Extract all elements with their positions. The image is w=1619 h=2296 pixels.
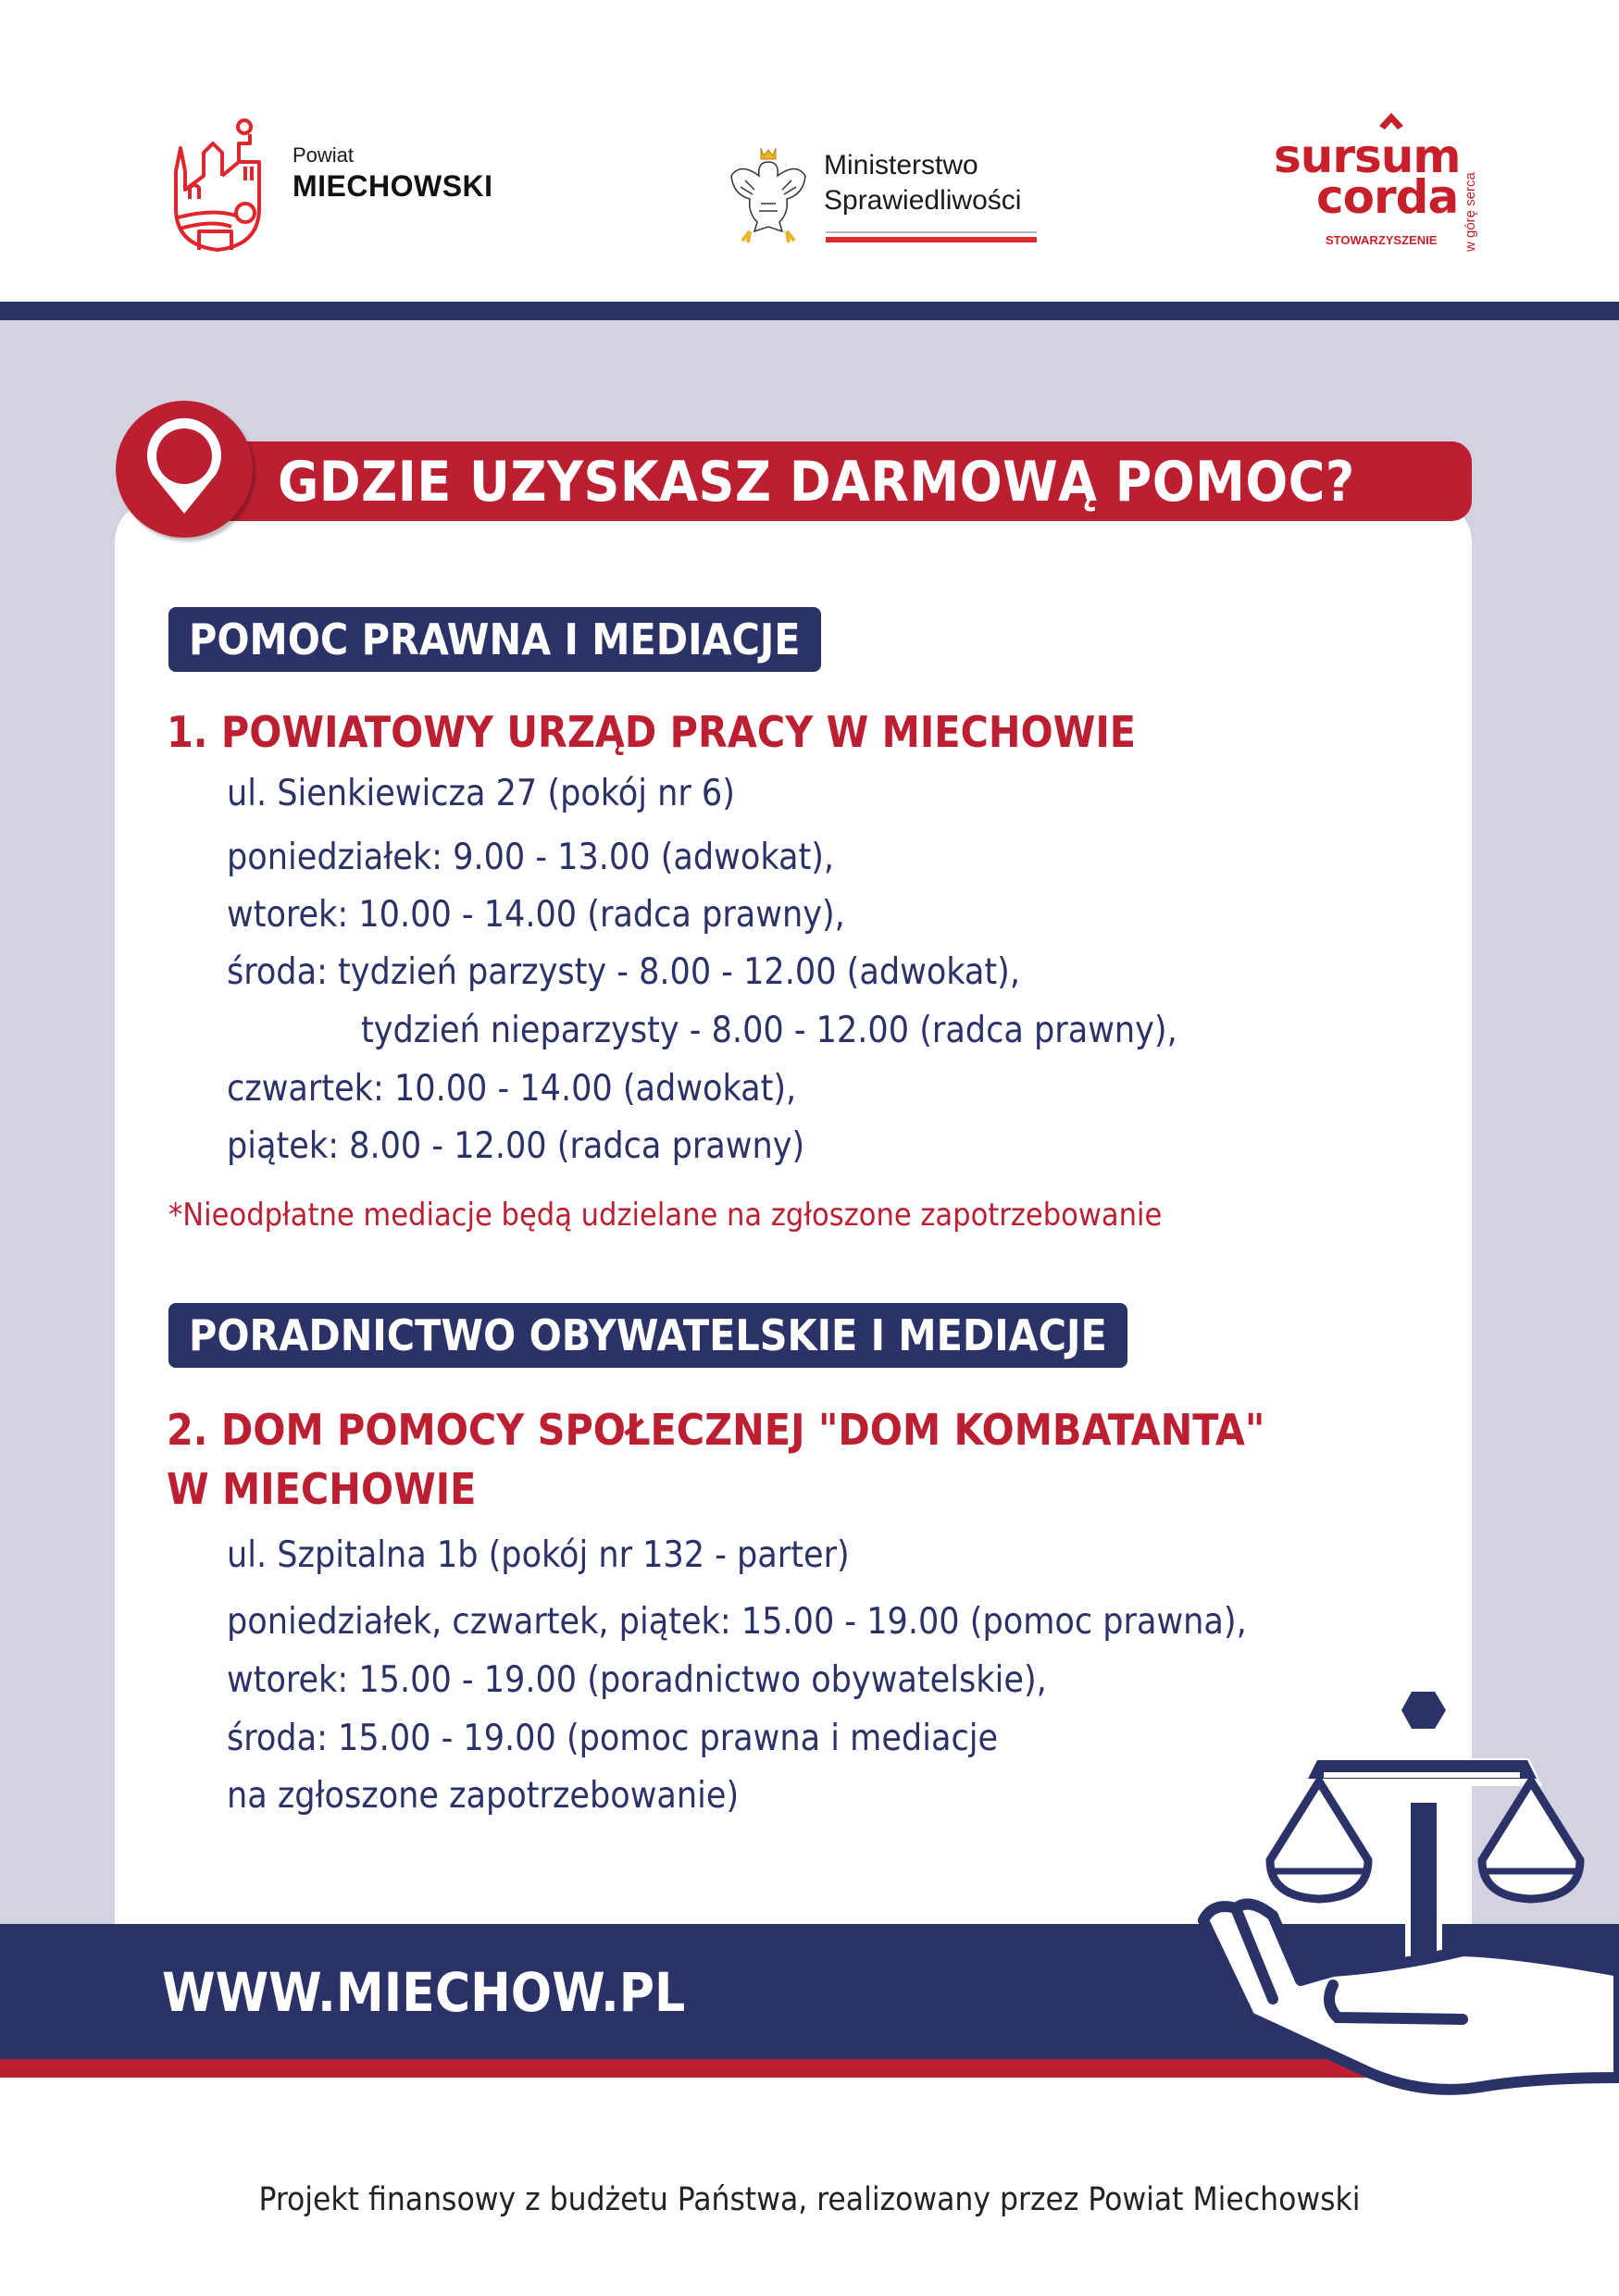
schedule-line: środa: tydzień parzysty - 8.00 - 12.00 (adwokat), [227, 951, 1021, 993]
page-title: GDZIE UZYSKASZ DARMOWĄ POMOC? [278, 450, 1355, 515]
mediation-note: *Nieodpłatne mediacje będą udzielane na zgłoszone zapotrzebowanie [168, 1197, 1163, 1234]
schedule-line: poniedziałek, czwartek, piątek: 15.00 - 19.00 (pomoc prawna), [227, 1601, 1247, 1643]
corda-text: corda [1316, 170, 1459, 224]
funding-note: Projekt finansowy z budżetu Państwa, realizowany przez Powiat Miechowski [258, 2181, 1361, 2218]
powiat-label: Powiat [293, 143, 355, 167]
location-pin-icon [143, 417, 225, 521]
section-badge-civic-advice: PORADNICTWO OBYWATELSKIE I MEDIACJE [168, 1303, 1127, 1368]
address-1: ul. Sienkiewicza 27 (pokój nr 6) [227, 773, 735, 814]
schedule-line: piątek: 8.00 - 12.00 (radca prawny) [227, 1125, 805, 1167]
sursum-corda-logo [1268, 111, 1509, 250]
ministry-name-line1: Ministerstwo [824, 150, 978, 180]
schedule-line: wtorek: 15.00 - 19.00 (poradnictwo obywatelskie), [227, 1659, 1047, 1701]
scales-in-hand-icon [1185, 1666, 1619, 2128]
schedule-line: na zgłoszone zapotrzebowanie) [227, 1775, 740, 1817]
polish-eagle-icon [722, 139, 815, 250]
website-link[interactable]: WWW.MIECHOW.PL [162, 1961, 686, 2024]
ministry-of-justice-logo [722, 139, 1055, 250]
sursum-text: sursum [1274, 130, 1461, 183]
ministry-gray-rule [826, 231, 1037, 233]
section-badge-legal-aid: POMOC PRAWNA I MEDIACJE [168, 607, 821, 672]
location-heading-1: 1. POWIATOWY URZĄD PRACY W MIECHOWIE [167, 707, 1136, 757]
ministry-red-rule [826, 237, 1037, 242]
location-pin-badge [116, 401, 253, 538]
schedule-line: środa: 15.00 - 19.00 (pomoc prawna i mediacje [227, 1718, 999, 1759]
top-navy-band [0, 302, 1619, 320]
powiat-miechowski-logo [167, 106, 555, 254]
location-heading-2: 2. DOM POMOCY SPOŁECZNEJ "DOM KOMBATANTA" [167, 1405, 1265, 1455]
schedule-line: tydzień nieparzysty - 8.00 - 12.00 (radca prawny), [361, 1010, 1177, 1051]
schedule-line: czwartek: 10.00 - 14.00 (adwokat), [227, 1068, 797, 1110]
tagline-text: w górę serca [1463, 172, 1478, 252]
powiat-name: MIECHOWSKI [293, 169, 493, 203]
location-heading-2-cont: W MIECHOWIE [167, 1464, 477, 1514]
address-2: ul. Szpitalna 1b (pokój nr 132 - parter) [227, 1534, 850, 1576]
powiat-crest-icon [167, 106, 268, 254]
schedule-line: poniedziałek: 9.00 - 13.00 (adwokat), [227, 837, 835, 878]
schedule-line: wtorek: 10.00 - 14.00 (radca prawny), [227, 894, 845, 936]
stowarzyszenie-text: STOWARZYSZENIE [1326, 233, 1438, 247]
ministry-name-line2: Sprawiedliwości [824, 185, 1022, 216]
